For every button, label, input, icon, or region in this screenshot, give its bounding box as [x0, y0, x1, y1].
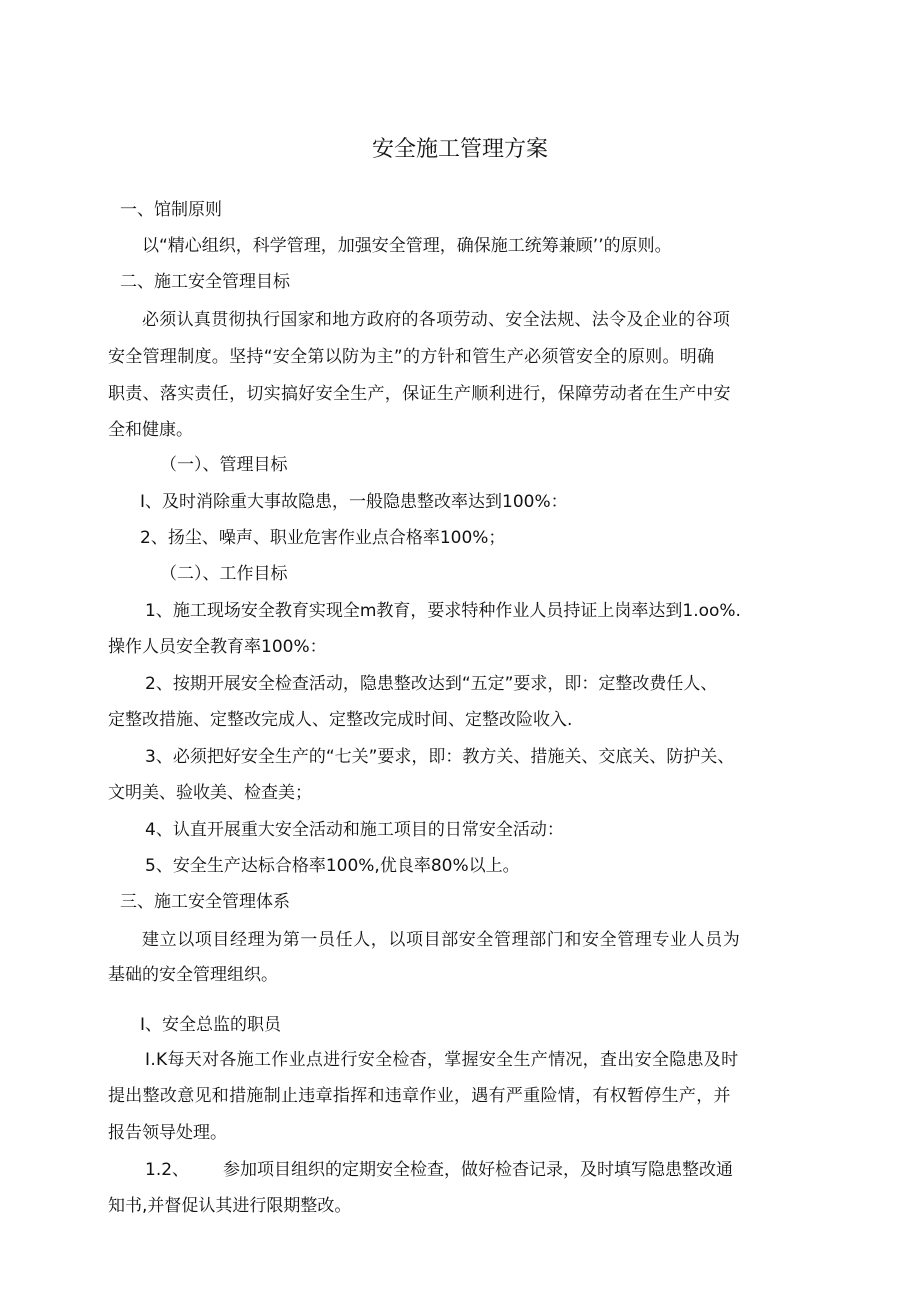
list-item-continuation: 报告领导处理。 [108, 1123, 227, 1143]
list-item-continuation: 操作人员安全教育率100%： [108, 637, 327, 657]
subsection-heading-1: （一）、管理目标 [160, 455, 288, 475]
list-item: I.K每天对各施工作业点进行安全检杳，掌握安全生产情况，査出安全隐患及时 [145, 1050, 739, 1070]
list-item: 2、按期开展安全检查活动，隐患整改达到“五定”要求，即：定整改费任人、 [145, 674, 718, 694]
list-item: 5、安全生产达标合格率100%,优良率80%以上。 [145, 856, 520, 876]
list-item-number: 1.2、 [145, 1160, 190, 1180]
document-title: 安全施工管理方案 [371, 137, 548, 162]
paragraph-line: 职责、落实责任，切实搞好安全生产，保证生产顺利进行，保障劳动者在生产中安 [108, 384, 731, 404]
list-item: 2、扬尘、噪声、职业危害作业点合格率100%； [140, 528, 506, 548]
paragraph-line: 必须认真贯彻执行国家和地方政府的各项劳动、安全法规、法令及企业的谷项 [142, 310, 731, 330]
list-item-continuation: 知书,并督促认其进行限期整改。 [108, 1196, 352, 1216]
subsection-heading-2: （二）、工作目标 [160, 564, 288, 584]
paragraph-line: 以“精心组织，科学管理，加强安全管理，确保施工统筹兼顾’’的原则。 [142, 236, 672, 256]
list-item: 3、必须把好安全生产的“七关”要求，即：教方关、措施关、交底关、防护关、 [145, 747, 735, 767]
list-item-continuation: 文明美、验收美、检查美； [108, 783, 312, 803]
section-heading-1: 一、馆制原则 [120, 200, 222, 220]
paragraph-line: 基础的安全管理组织。 [108, 965, 278, 985]
paragraph-line: 安全管理制度。坚持“安全第以防为主”的方针和管生产必须管安全的原则。明确 [108, 347, 715, 367]
list-item-text: 参加项目组织的定期安全检查，做好检杳记录，及时填写隐患整改通 [223, 1160, 734, 1180]
list-item: I、安全总监的职员 [140, 1015, 282, 1035]
list-item: I、及时消除重大事故隐患，一般隐患整改率达到100%： [140, 492, 568, 512]
list-item: 4、认直开展重大安全活动和施工项目的日常安全活动： [145, 820, 564, 840]
section-heading-3: 三、施工安全管理体系 [120, 892, 290, 912]
paragraph-line: 全和健康。 [108, 420, 193, 440]
list-item-continuation: 提出整改意见和措施制止违章指挥和违章作业，遇有严重险情，有权暂停生产，并 [108, 1086, 731, 1106]
paragraph-line: 建立以项目经理为第一员任人，以项目部安全管理部门和安全管理专业人员为 [142, 930, 741, 950]
list-item: 1、施工现场安全教育实现全m教育，要求特种作业人员持证上岗率达到1.oo%. [145, 601, 741, 621]
list-item [145, 1158, 733, 1182]
list-item-continuation: 定整改措施、定整改完成人、定整改完成时间、定整改险收入. [108, 710, 573, 730]
section-heading-2: 二、施工安全管理目标 [120, 272, 290, 292]
